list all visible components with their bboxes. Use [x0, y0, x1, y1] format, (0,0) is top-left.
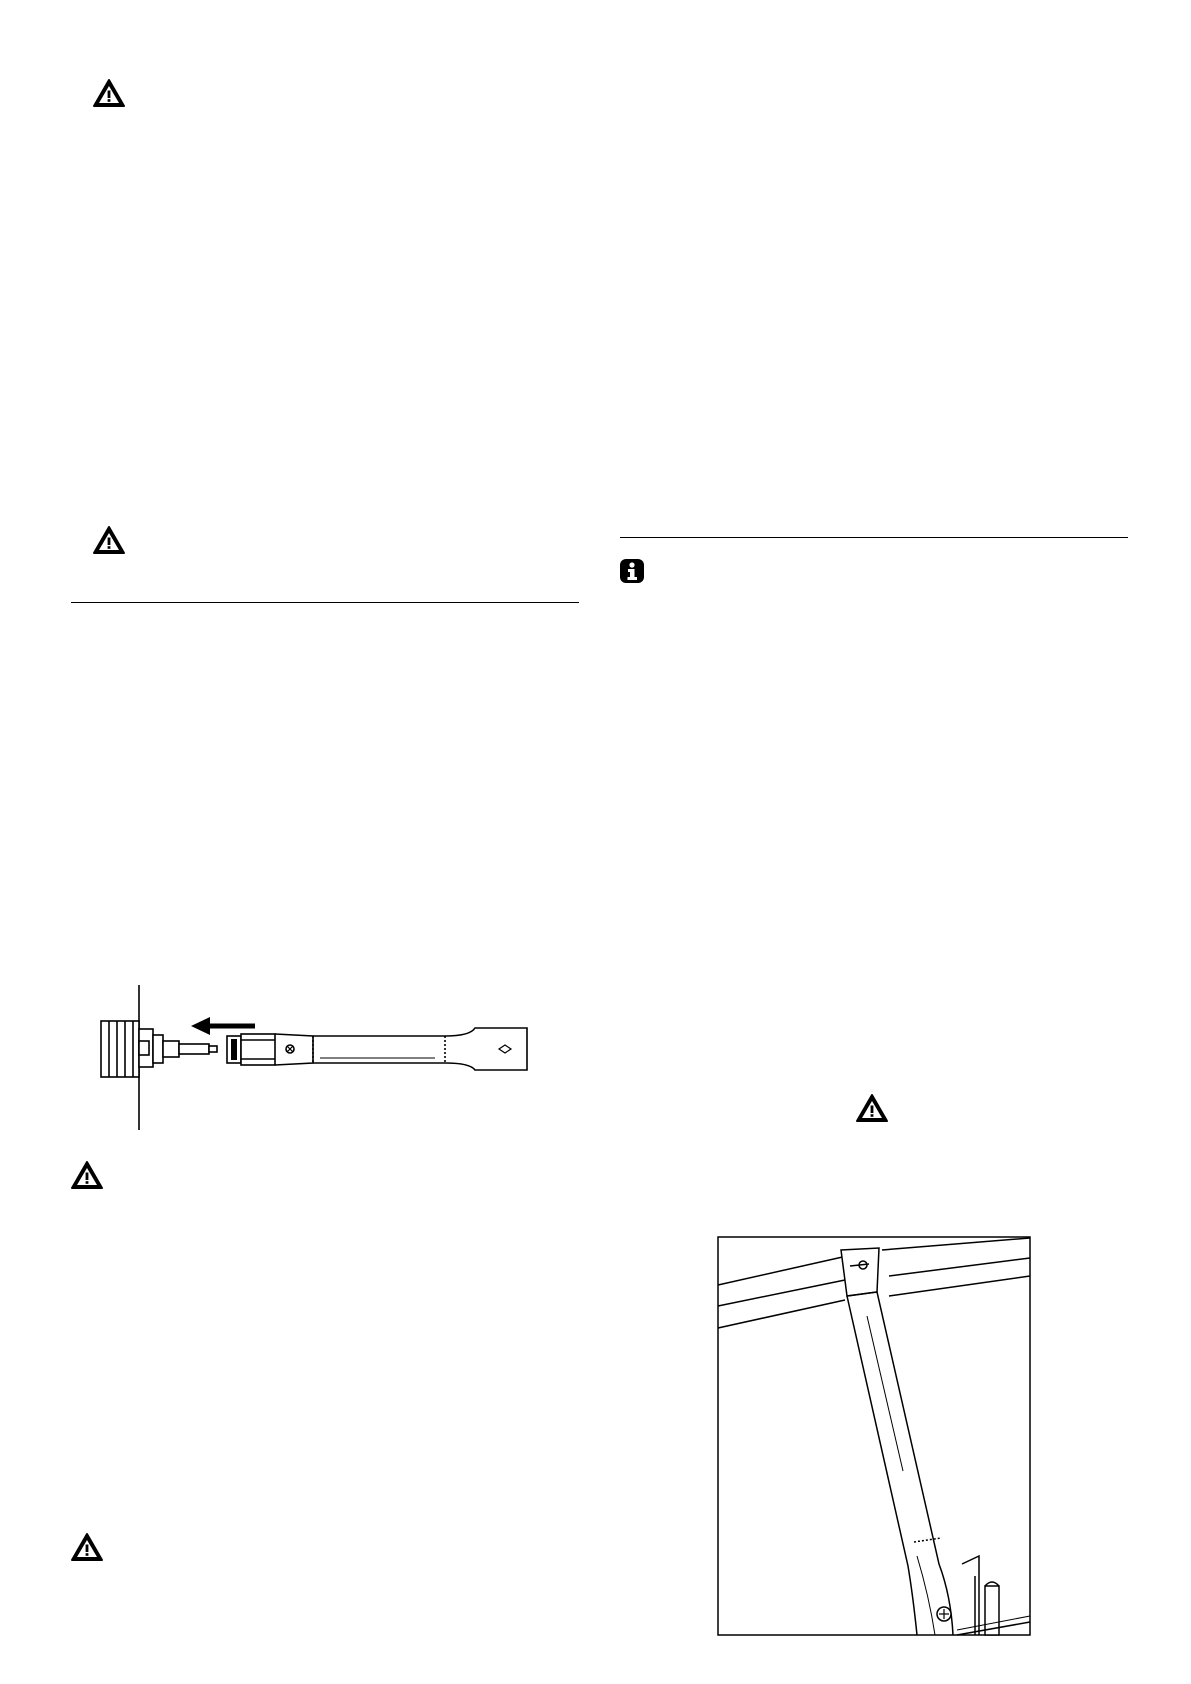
warning-icon	[70, 1532, 104, 1562]
warning-icon	[70, 1160, 104, 1190]
warning-icon	[92, 78, 126, 108]
section-divider	[71, 602, 579, 603]
burner-tube-insertion-figure	[95, 985, 545, 1130]
warning-icon	[92, 525, 126, 555]
warning-icon	[855, 1093, 889, 1123]
burner-installed-figure	[717, 1236, 1031, 1636]
info-icon	[619, 558, 645, 584]
section-divider	[620, 537, 1128, 538]
